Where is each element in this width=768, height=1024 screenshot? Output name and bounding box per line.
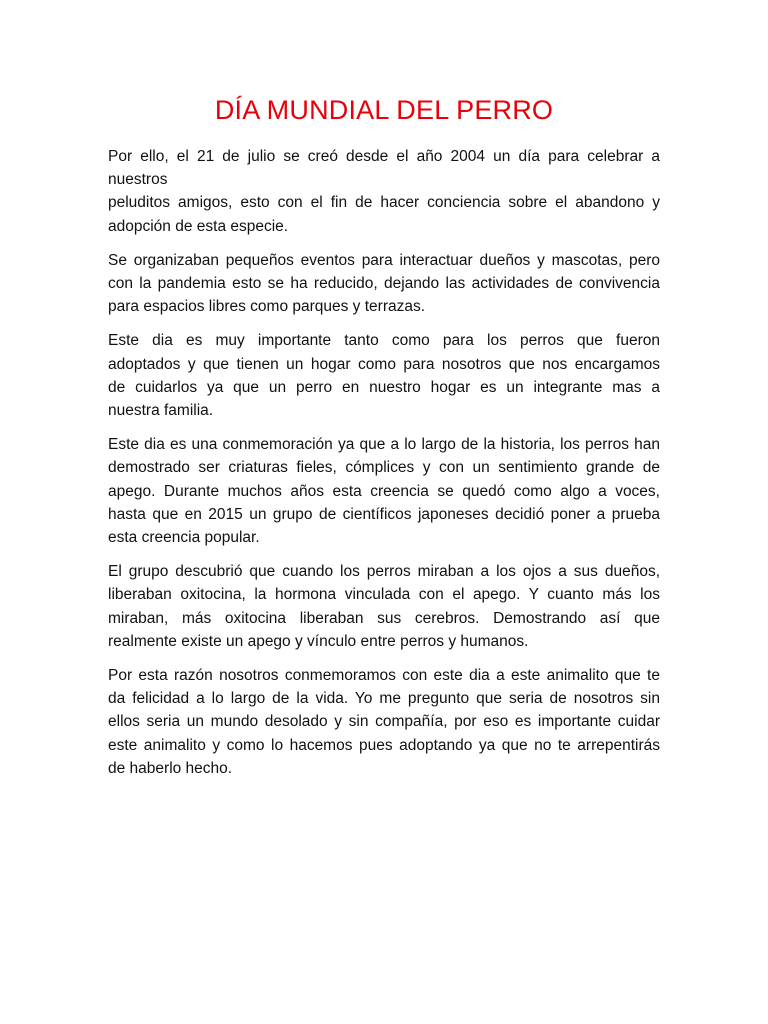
paragraph-1 bbox=[108, 145, 660, 238]
paragraph-3 bbox=[108, 329, 660, 422]
paragraph-line: Por ello, el 21 de julio se creó desde el año 2004 un día para celebrar a bbox=[108, 148, 660, 165]
paragraph-line: realmente existe un apego y vínculo entre perros y humanos. bbox=[108, 632, 529, 650]
paragraph-line: de cuidarlos ya que un perro en nuestro hogar es un integrante mas a bbox=[108, 378, 660, 396]
paragraph-line: esta creencia popular. bbox=[108, 529, 260, 547]
paragraph-line: Este dia es una conmemoración ya que a lo largo de la historia, los perros han bbox=[108, 436, 660, 454]
paragraph-line: Se organizaban pequeños eventos para interactuar dueños y mascotas, pero bbox=[108, 251, 660, 269]
paragraph-line: con la pandemia esto se ha reducido, dejando las actividades de convivencia bbox=[108, 275, 660, 293]
paragraph-line: ellos seria un mundo desolado y sin compañía, por eso es importante cuidar bbox=[108, 713, 660, 731]
paragraph-line: El grupo descubrió que cuando los perros miraban a los ojos a sus dueños, bbox=[108, 563, 660, 581]
paragraph-4 bbox=[108, 433, 660, 549]
paragraph-line: demostrado ser criaturas fieles, cómplices y con un sentimiento grande de bbox=[108, 459, 660, 477]
document-title: DÍA MUNDIAL DEL PERRO bbox=[214, 95, 554, 125]
paragraph-line: este animalito y como lo hacemos pues adoptando ya que no te arrepentirás bbox=[108, 736, 660, 754]
paragraph-line: hasta que en 2015 un grupo de científicos japoneses decidió poner a prueba bbox=[108, 505, 660, 523]
paragraph-line: adopción de esta especie. bbox=[108, 217, 289, 235]
paragraph-2 bbox=[108, 249, 660, 319]
paragraph-line: Por esta razón nosotros conmemoramos con este dia a este animalito que te bbox=[108, 667, 660, 685]
paragraph-line: para espacios libres como parques y terrazas. bbox=[108, 298, 426, 316]
paragraph-line: Este dia es muy importante tanto como para los perros que fueron bbox=[108, 332, 660, 350]
document-body bbox=[108, 145, 660, 791]
paragraph-line: miraban, más oxitocina liberaban sus cerebros. Demostrando así que bbox=[108, 609, 660, 627]
paragraph-line: apego. Durante muchos años esta creencia se quedó como algo a voces, bbox=[108, 482, 660, 500]
paragraph-line: nuestra familia. bbox=[108, 402, 214, 420]
paragraph-line: peluditos amigos, esto con el fin de hacer conciencia sobre el abandono y bbox=[108, 194, 660, 212]
paragraph-line: nuestros bbox=[108, 171, 168, 189]
paragraph-line: de haberlo hecho. bbox=[108, 759, 233, 777]
paragraph-line: adoptados y que tienen un hogar como para nosotros que nos encargamos bbox=[108, 355, 660, 373]
paragraph-5 bbox=[108, 560, 660, 653]
paragraph-6 bbox=[108, 664, 660, 780]
paragraph-line: da felicidad a lo largo de la vida. Yo me pregunto que seria de nosotros sin bbox=[108, 690, 660, 708]
paragraph-line: liberaban oxitocina, la hormona vinculada con el apego. Y cuanto más los bbox=[108, 586, 660, 604]
